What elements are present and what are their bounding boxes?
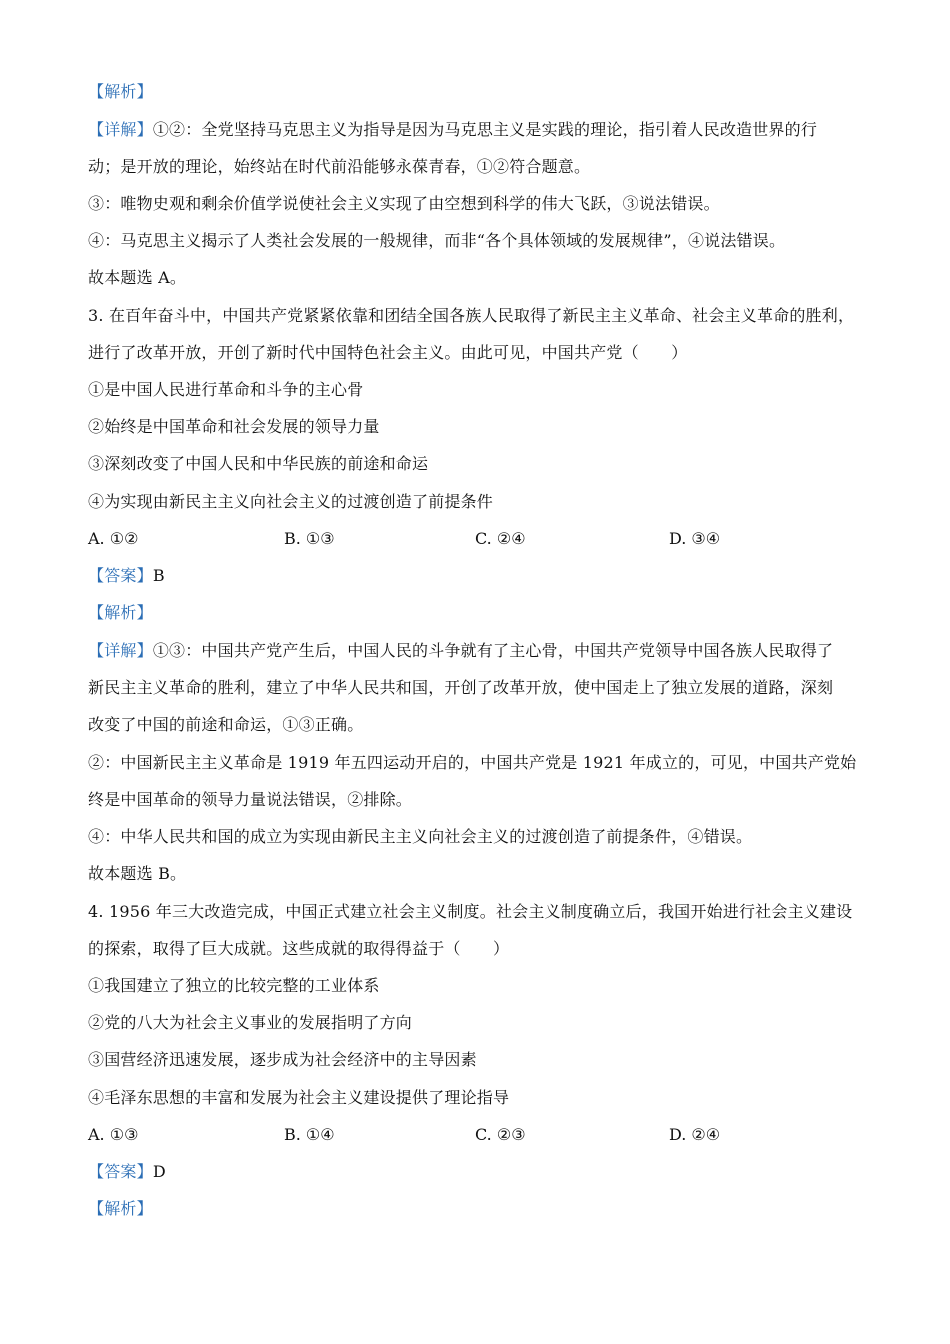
option-b: B. ①④ [284, 1125, 335, 1144]
detail-label: 【详解】 [88, 641, 153, 660]
option-c: C. ②③ [475, 1125, 526, 1144]
answer-line [88, 564, 878, 588]
text-line: ②始终是中国革命和社会发展的领导力量 [88, 417, 380, 436]
text-line: 新民主主义革命的胜利，建立了中华人民共和国，开创了改革开放，使中国走上了独立发展的道路，深刻 [88, 678, 834, 697]
option-c: C. ②④ [475, 529, 526, 548]
text-line: ③深刻改变了中国人民和中华民族的前途和命运 [88, 454, 429, 473]
option-b: B. ①③ [284, 529, 335, 548]
detail-text: ①③：中国共产党产生后，中国人民的斗争就有了主心骨，中国共产党领导中国各族人民取得了 [152, 641, 834, 660]
text-line: ③国营经济迅速发展，逐步成为社会经济中的主导因素 [88, 1050, 477, 1069]
text-line: ④：马克思主义揭示了人类社会发展的一般规律，而非“各个具体领域的发展规律”，④说法错误。 [88, 231, 786, 250]
text-line: ①我国建立了独立的比较完整的工业体系 [88, 976, 380, 995]
detail-text: ①②：全党坚持马克思主义为指导是因为马克思主义是实践的理论，指引着人民改造世界的行 [152, 120, 818, 139]
analysis-label: 【解析】 [88, 603, 153, 622]
text-line: ②：中国新民主主义革命是 1919 年五四运动开启的，中国共产党是 1921 年成立的，可见，中国共产党始 [88, 753, 857, 772]
detail-paragraph [88, 118, 878, 142]
option-a: A. ①② [88, 529, 139, 548]
text-line: ④为实现由新民主主义向社会主义的过渡创造了前提条件 [88, 492, 494, 511]
detail-label: 【详解】 [88, 120, 153, 139]
answer-options [88, 1123, 878, 1147]
answer-line [88, 1160, 878, 1184]
text-line: 动；是开放的理论，始终站在时代前沿能够永葆青春，①②符合题意。 [88, 157, 591, 176]
answer-options [88, 527, 878, 551]
text-line: 的探索，取得了巨大成就。这些成就的取得得益于（ ） [88, 939, 510, 958]
answer-label: 【答案】 [88, 566, 153, 585]
text-line: ④：中华人民共和国的成立为实现由新民主主义向社会主义的过渡创造了前提条件，④错误。 [88, 827, 753, 846]
text-line: ④毛泽东思想的丰富和发展为社会主义建设提供了理论指导 [88, 1088, 510, 1107]
answer-value: D [152, 1162, 166, 1181]
text-line: ③：唯物史观和剩余价值学说使社会主义实现了由空想到科学的伟大飞跃，③说法错误。 [88, 194, 720, 213]
text-line: 故本题选 A。 [88, 268, 187, 287]
option-d: D. ②④ [669, 1125, 721, 1144]
analysis-label: 【解析】 [88, 1199, 153, 1218]
text-line: ①是中国人民进行革命和斗争的主心骨 [88, 380, 364, 399]
text-line: 4. 1956 年三大改造完成，中国正式建立社会主义制度。社会主义制度确立后，我国开始进行社会主义建设 [88, 902, 853, 921]
option-a: A. ①③ [88, 1125, 139, 1144]
answer-label: 【答案】 [88, 1162, 153, 1181]
text-line: 故本题选 B。 [88, 864, 187, 883]
text-line: 终是中国革命的领导力量说法错误，②排除。 [88, 790, 413, 809]
option-d: D. ③④ [669, 529, 721, 548]
analysis-label: 【解析】 [88, 82, 153, 101]
text-line: ②党的八大为社会主义事业的发展指明了方向 [88, 1013, 413, 1032]
answer-value: B [152, 566, 165, 585]
detail-paragraph [88, 639, 878, 663]
text-line: 3. 在百年奋斗中，中国共产党紧紧依靠和团结全国各族人民取得了新民主主义革命、社会主义革命的胜利， [88, 306, 855, 325]
text-line: 改变了中国的前途和命运，①③正确。 [88, 715, 364, 734]
text-line: 进行了改革开放，开创了新时代中国特色社会主义。由此可见，中国共产党（ ） [88, 343, 688, 362]
